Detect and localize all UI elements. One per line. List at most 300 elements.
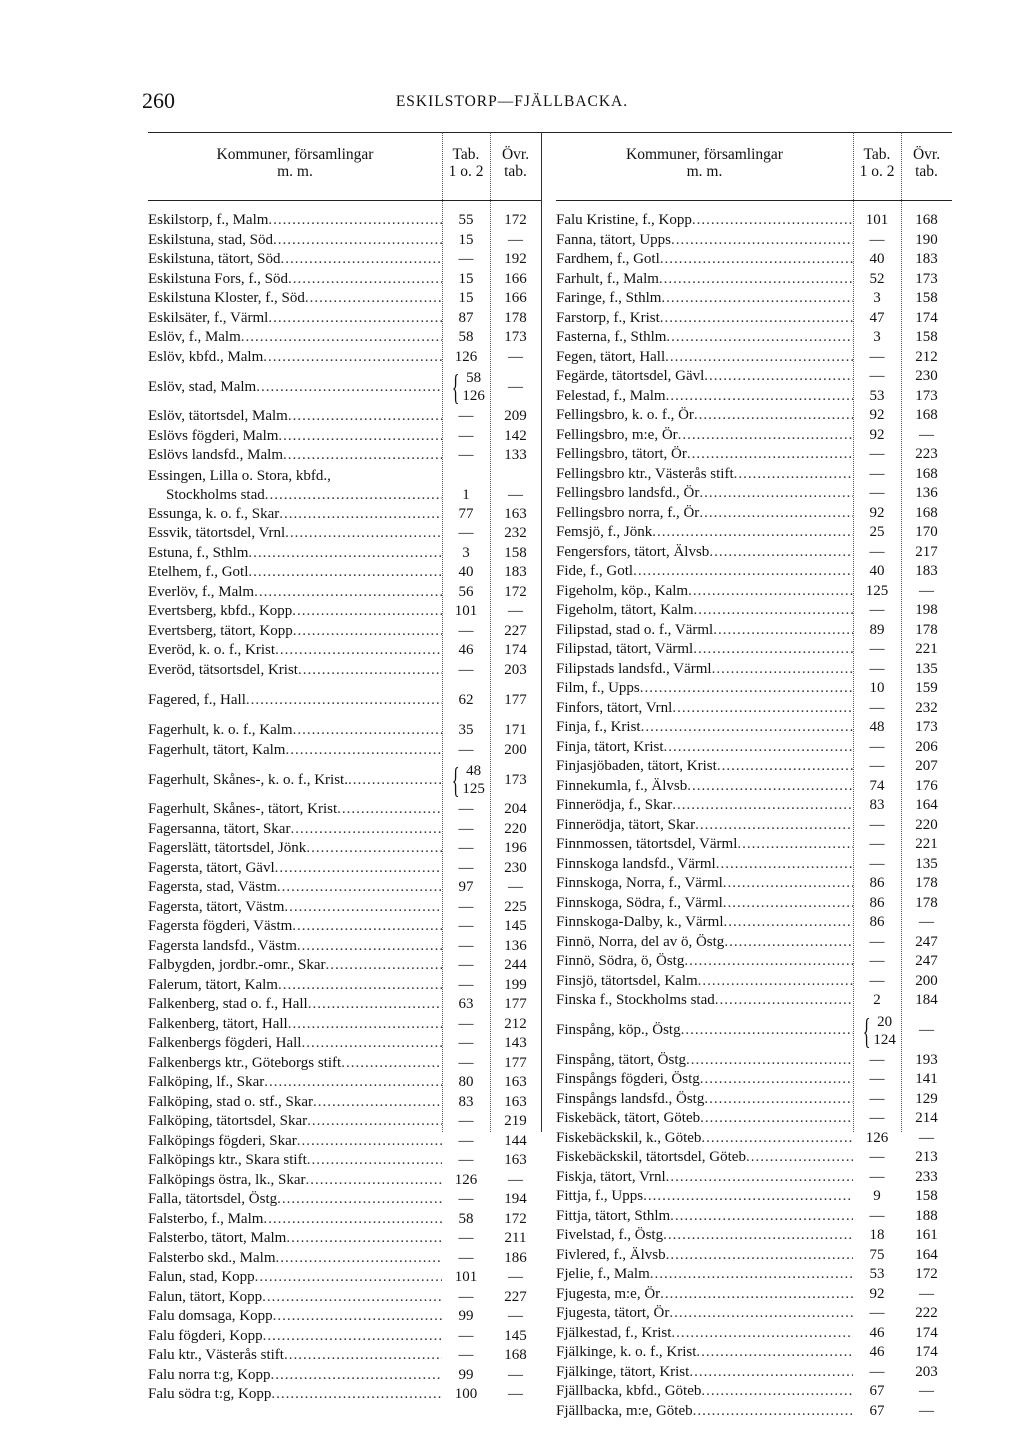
entry-name <box>148 1093 442 1112</box>
entry-name-text: Finnskoga landsfd., Värml <box>556 855 716 872</box>
table-row <box>148 800 541 820</box>
tab-ref: — <box>458 898 474 915</box>
tab-ref: — <box>458 251 474 268</box>
dot-leader <box>264 1073 442 1092</box>
dot-leader <box>268 211 442 230</box>
ovr-ref: — <box>919 1022 934 1038</box>
ovr-ref: 198 <box>915 602 938 619</box>
ovr-ref: 135 <box>915 660 938 677</box>
ovr-ref: — <box>919 1285 934 1302</box>
entry-name-text: Finfors, tätort, Vrnl <box>556 699 673 716</box>
entry-name <box>556 504 853 523</box>
entry-name <box>556 1187 853 1206</box>
ovr-ref: 172 <box>504 583 527 600</box>
dot-leader <box>288 1015 442 1034</box>
ovr-ref: 203 <box>504 661 527 678</box>
ovr-ref: 174 <box>915 309 938 326</box>
ovr-ref: 158 <box>915 1188 938 1205</box>
entry-name-text: Farhult, f., Malm <box>556 270 659 287</box>
table-row <box>148 211 541 231</box>
table-row <box>148 583 541 603</box>
table-row <box>148 1346 541 1366</box>
ovr-ref: 233 <box>915 1168 938 1185</box>
entry-name-text: Fellingsbro ktr., Västerås stift <box>556 465 734 482</box>
entry-name <box>556 855 853 874</box>
entry-name <box>148 1112 442 1131</box>
entry-name-text: Finnskoga, Södra, f., Värml <box>556 894 723 911</box>
table-row <box>148 1190 541 1210</box>
ovr-ref: 200 <box>915 972 938 989</box>
entry-name-text: Figeholm, tätort, Kalm <box>556 602 694 619</box>
entry-name <box>556 523 853 542</box>
ovr-ref: 222 <box>915 1305 938 1322</box>
dot-leader <box>737 835 853 854</box>
tab-ref: 83 <box>458 1093 474 1110</box>
table-row <box>556 367 952 387</box>
tab-ref: 58 <box>458 329 474 346</box>
dot-leader <box>660 309 853 328</box>
ovr-ref: 220 <box>915 816 938 833</box>
entry-name-text: Falun, stad, Kopp <box>148 1269 255 1286</box>
ovr-ref: — <box>508 486 523 503</box>
ovr-ref: 184 <box>915 992 938 1009</box>
entry-name <box>556 387 853 406</box>
entry-name-text: Everöd, tätsortsdel, Krist <box>148 661 298 678</box>
entry-name <box>556 718 853 737</box>
table-row <box>148 1015 541 1035</box>
entry-name <box>148 427 442 446</box>
tab-ref: — <box>869 738 885 755</box>
tab-ref: 18 <box>869 1227 885 1244</box>
ovr-ref: 145 <box>504 918 527 935</box>
entry-name-text: Fagerhult, Skånes-, tätort, Krist <box>148 801 338 818</box>
ovr-ref: 212 <box>504 1015 527 1032</box>
dot-leader <box>723 874 853 893</box>
tab-ref: 101 <box>865 212 889 229</box>
entry-name <box>148 289 442 308</box>
ovr-ref: 174 <box>915 1344 938 1361</box>
tab-ref: 92 <box>869 407 885 424</box>
ovr-ref: 227 <box>504 622 527 639</box>
table-row <box>148 407 541 427</box>
table-row <box>556 445 952 465</box>
tab-ref: — <box>869 348 885 365</box>
ovr-ref: 136 <box>504 937 527 954</box>
ovr-ref: 163 <box>504 1152 527 1169</box>
ovr-ref: 172 <box>915 1266 938 1283</box>
entry-name <box>556 621 853 640</box>
entry-name-text: Falköping, stad o. stf., Skar <box>148 1093 313 1110</box>
entry-name <box>148 309 442 328</box>
table-row <box>148 1268 541 1288</box>
table-row <box>556 543 952 563</box>
table-row <box>556 855 952 875</box>
table-row <box>148 1229 541 1249</box>
tab-ref: 15 <box>458 290 474 307</box>
table-row <box>148 289 541 309</box>
ovr-ref: 163 <box>504 1093 527 1110</box>
ovr-ref: 164 <box>915 1246 938 1263</box>
entry-name <box>148 602 442 621</box>
ovr-ref: 174 <box>504 642 527 659</box>
dot-leader <box>693 601 853 620</box>
ovr-ref: 145 <box>504 1327 527 1344</box>
ovr-ref: 178 <box>504 309 527 326</box>
entry-name-text: Falsterbo, tätort, Malm <box>148 1230 287 1247</box>
tab-ref: — <box>458 1347 474 1364</box>
entry-name-text: Film, f., Upps <box>556 680 640 697</box>
ovr-ref: 136 <box>915 485 938 502</box>
entry-name <box>556 1382 853 1401</box>
tab-ref: — <box>458 1132 474 1149</box>
entry-name-text: Evertsberg, tätort, Kopp <box>148 622 293 639</box>
tab-ref: 100 <box>454 1386 478 1403</box>
ovr-ref: — <box>919 1402 934 1419</box>
entry-name-text: Fagerhult, Skånes-, k. o. f., Krist. <box>148 771 348 788</box>
ovr-ref: 217 <box>915 543 938 560</box>
dot-leader <box>286 1229 442 1248</box>
table-row <box>556 1070 952 1090</box>
ovr-ref: — <box>919 582 934 599</box>
entry-name-text: Fide, f., Gotl <box>556 563 634 580</box>
brace-glyph: { <box>451 760 460 800</box>
dot-leader <box>307 1112 442 1131</box>
ovr-ref: 232 <box>915 699 938 716</box>
entry-name-text: Falkenbergs ktr., Göteborgs stift <box>148 1054 342 1071</box>
dot-leader <box>293 721 442 740</box>
dot-leader <box>273 231 442 250</box>
table-row <box>148 956 541 976</box>
entry-name <box>556 1265 853 1284</box>
ovr-ref: 176 <box>915 777 938 794</box>
table-row <box>556 1168 952 1188</box>
ovr-ref: 177 <box>504 692 527 708</box>
tab-ref: 46 <box>869 1324 885 1341</box>
entry-name <box>148 956 442 975</box>
ovr-ref: 141 <box>915 1071 938 1088</box>
entry-name-text: Falkenbergs fögderi, Hall <box>148 1035 302 1052</box>
dot-leader <box>671 1324 853 1343</box>
tab-header: Tab. 1 o. 2 <box>448 146 484 180</box>
tab-ref: 53 <box>869 1266 885 1283</box>
ovr-ref: 225 <box>504 898 527 915</box>
left-column <box>148 132 541 1405</box>
table-row <box>148 898 541 918</box>
entry-name <box>148 563 442 582</box>
dot-leader <box>246 691 442 710</box>
entry-name-text: Filipstad, tätort, Värml <box>556 641 694 658</box>
entry-name <box>148 378 442 397</box>
entry-name-text: Fittja, tätort, Sthlm <box>556 1207 671 1224</box>
entry-name-text: Finnskoga, Norra, f., Värml <box>556 875 723 892</box>
tab-ref: 126 <box>454 348 478 365</box>
ovr-ref: 177 <box>504 1054 527 1071</box>
entry-name <box>148 211 442 230</box>
entry-name-text: Fegen, tätort, Hall <box>556 348 666 365</box>
entry-name-text: Everlöv, f., Malm <box>148 583 255 600</box>
tab-ref: 99 <box>458 1366 474 1383</box>
entry-name-text: Fellingsbro norra, f., Ör <box>556 504 700 521</box>
entry-name-text: Finnerödja, f., Skar <box>556 797 673 814</box>
entry-name-text: Eskilstuna, stad, Söd <box>148 231 274 248</box>
entry-name-text: Fivlered, f., Älvsb <box>556 1246 666 1263</box>
tab-ref: — <box>869 1110 885 1127</box>
entry-name <box>148 1346 442 1365</box>
entry-name-text: Fiskebäckskil, k., Göteb <box>556 1129 702 1146</box>
ovr-ref: 247 <box>915 933 938 950</box>
ovr-ref: 142 <box>504 427 527 444</box>
tab-ref: 35 <box>458 722 474 739</box>
ovr-ref: 213 <box>915 1149 938 1166</box>
dot-leader <box>248 544 442 563</box>
tab-ref: 87 <box>458 309 474 326</box>
tab-ref: 9 <box>873 1188 881 1205</box>
entry-name <box>556 562 853 581</box>
entry-name <box>148 1054 442 1073</box>
table-row <box>556 835 952 855</box>
entry-name-line-1: Essingen, Lilla o. Stora, kbfd., <box>148 467 331 484</box>
table-row <box>148 328 541 348</box>
table-row <box>556 816 952 836</box>
table-row <box>148 859 541 879</box>
entry-name-text: Fellingsbro landsfd., Ör <box>556 485 700 502</box>
table-row <box>556 738 952 758</box>
tab-ref: — <box>869 1168 885 1185</box>
table-row <box>556 796 952 816</box>
entry-name-text: Fjälkinge, tätort, Krist <box>556 1363 690 1380</box>
tab-ref: — <box>458 918 474 935</box>
column-divider <box>853 132 854 1132</box>
table-row <box>148 231 541 251</box>
table-row <box>148 1327 541 1347</box>
table-row <box>148 680 541 721</box>
entry-name-text: Farstorp, f., Krist <box>556 309 660 326</box>
entry-name-text: Fagersta landsfd., Västm <box>148 937 297 954</box>
dot-leader <box>262 1288 442 1307</box>
entry-name <box>556 1129 853 1148</box>
entry-name <box>148 250 442 269</box>
dot-leader <box>687 445 853 464</box>
entry-name <box>556 913 853 932</box>
ovr-ref: 143 <box>504 1035 527 1052</box>
table-row <box>148 466 541 505</box>
entry-name <box>556 211 853 230</box>
entry-name <box>556 270 853 289</box>
entry-name <box>148 917 442 936</box>
table-row <box>556 1382 952 1402</box>
table-row <box>556 1324 952 1344</box>
entry-name <box>556 1090 853 1109</box>
dot-leader <box>666 1246 853 1265</box>
table-row <box>556 1343 952 1363</box>
entry-name <box>556 348 853 367</box>
entry-name-text: Fagersta, stad, Västm <box>148 879 277 896</box>
entry-name <box>148 1229 442 1248</box>
tab-ref: — <box>458 447 474 464</box>
entry-name <box>148 348 442 367</box>
ovr-ref: 159 <box>915 680 938 697</box>
entry-name-text: Fivelstad, f., Östg <box>556 1227 664 1244</box>
dot-leader <box>688 582 853 601</box>
entry-name-text: Felestad, f., Malm <box>556 387 666 404</box>
right-column <box>556 132 952 1421</box>
table-row <box>148 760 541 800</box>
tab-header: Tab. 1 o. 2 <box>859 146 895 180</box>
ovr-ref: 158 <box>915 329 938 346</box>
dot-leader <box>278 976 442 995</box>
ovr-header: Övr. tab. <box>912 146 941 180</box>
tab-ref: — <box>869 1207 885 1224</box>
tab-ref: — <box>458 840 474 857</box>
entry-name-text: Finnö, Södra, ö, Östg <box>556 953 685 970</box>
entry-name <box>556 952 853 971</box>
tab-ref: 92 <box>869 1285 885 1302</box>
dot-leader <box>693 640 853 659</box>
tab-ref: 56 <box>458 583 474 600</box>
dot-leader <box>671 231 853 250</box>
entry-name <box>148 641 442 660</box>
dot-leader <box>263 1327 442 1346</box>
dot-leader <box>660 250 853 269</box>
tab-ref: — <box>869 1363 885 1380</box>
dot-leader <box>276 1249 443 1268</box>
table-row <box>556 250 952 270</box>
dot-leader <box>695 816 853 835</box>
entry-name-text: Finska f., Stockholms stad <box>556 992 715 1009</box>
dot-leader <box>301 1034 442 1053</box>
ovr-ref: 173 <box>915 387 938 404</box>
ovr-ref: 163 <box>504 1074 527 1091</box>
entry-name-text: Falköpings fögderi, Skar <box>148 1132 297 1149</box>
dot-leader <box>275 859 442 878</box>
entry-name-text: Fjugesta, tätort, Ör <box>556 1305 670 1322</box>
table-row <box>556 621 952 641</box>
table-row <box>148 367 541 407</box>
ovr-ref: 221 <box>915 836 938 853</box>
dot-leader <box>666 387 853 406</box>
tab-ref: 75 <box>869 1246 885 1263</box>
tab-ref: — <box>458 1015 474 1032</box>
tab-ref: 48 <box>869 719 885 736</box>
dot-leader <box>684 952 853 971</box>
entry-name-text: Falköping, lf., Skar <box>148 1074 265 1091</box>
ovr-ref: 212 <box>915 348 938 365</box>
entry-name <box>148 1073 442 1092</box>
table-row <box>556 972 952 992</box>
entry-name <box>556 1304 853 1323</box>
dot-leader <box>279 505 442 524</box>
table-row <box>148 937 541 957</box>
table-row <box>148 1034 541 1054</box>
table-row <box>556 387 952 407</box>
ovr-ref: 168 <box>915 504 938 521</box>
entry-name-text: Fjällbacka, m:e, Göteb <box>556 1402 693 1419</box>
ovr-ref: — <box>508 603 523 620</box>
tab-ref: 46 <box>869 1344 885 1361</box>
dot-leader <box>641 718 853 737</box>
entry-name <box>148 231 442 250</box>
tab-ref: — <box>869 368 885 385</box>
ovr-ref: 203 <box>915 1363 938 1380</box>
tab-ref: — <box>869 465 885 482</box>
ovr-ref: 174 <box>915 1324 938 1341</box>
ovr-ref: — <box>508 1386 523 1403</box>
table-row <box>556 328 952 348</box>
dot-leader <box>306 839 442 858</box>
table-row <box>556 640 952 660</box>
entry-name-text: Fagerhult, tätort, Kalm <box>148 741 286 758</box>
entry-name-text: Finja, f., Krist <box>556 719 641 736</box>
tab-ref: 97 <box>458 879 474 896</box>
entry-name <box>556 796 853 815</box>
tab-ref-b: 124 <box>873 1031 896 1048</box>
table-row <box>148 721 541 741</box>
entry-name <box>556 835 853 854</box>
tab-ref: 77 <box>458 505 474 522</box>
entry-name-text: Finspångs fögderi, Östg <box>556 1071 700 1088</box>
ovr-ref: — <box>508 1269 523 1286</box>
tab-ref: — <box>869 855 885 872</box>
ovr-ref: 178 <box>915 875 938 892</box>
entry-name-text: Falu norra t:g, Kopp <box>148 1366 271 1383</box>
entry-name <box>148 622 442 641</box>
entry-name-text: Figeholm, köp., Kalm <box>556 582 689 599</box>
dot-leader <box>692 211 853 230</box>
entry-name <box>148 1307 442 1326</box>
dot-leader <box>285 524 442 543</box>
ovr-ref: 173 <box>504 771 527 788</box>
table-row <box>556 991 952 1011</box>
tab-ref: — <box>869 543 885 560</box>
ovr-ref: — <box>508 348 523 365</box>
dot-leader <box>660 1285 853 1304</box>
ovr-ref: 206 <box>915 738 938 755</box>
ovr-ref: 214 <box>915 1110 938 1127</box>
dot-leader <box>681 1021 853 1040</box>
entry-name <box>556 1070 853 1089</box>
tab-ref: — <box>458 937 474 954</box>
ovr-ref: 168 <box>915 407 938 424</box>
dot-leader <box>268 309 442 328</box>
entry-name <box>148 878 442 897</box>
tab-ref: 55 <box>458 212 474 229</box>
tab-ref: — <box>869 933 885 950</box>
tab-ref: — <box>869 836 885 853</box>
ovr-ref: 196 <box>504 840 527 857</box>
dot-leader <box>687 777 853 796</box>
entry-name <box>556 289 853 308</box>
entry-name <box>148 1385 442 1404</box>
entry-name <box>556 1021 853 1040</box>
table-row <box>556 1285 952 1305</box>
table-row <box>148 1151 541 1171</box>
table-row <box>556 1051 952 1071</box>
tab-ref: — <box>869 953 885 970</box>
ovr-ref: 190 <box>915 231 938 248</box>
tab-ref: 15 <box>458 231 474 248</box>
dot-leader <box>275 641 442 660</box>
tab-ref: — <box>869 1071 885 1088</box>
dot-leader <box>701 1382 853 1401</box>
dot-leader <box>689 1363 853 1382</box>
entry-name-text: Finjasjöbaden, tätort, Krist <box>556 758 717 775</box>
entry-name <box>148 721 442 740</box>
entry-name-text: Fjugesta, m:e, Ör <box>556 1285 661 1302</box>
table-row <box>556 699 952 719</box>
ovr-ref: 163 <box>504 505 527 522</box>
entry-name <box>148 270 442 289</box>
entry-name <box>556 367 853 386</box>
